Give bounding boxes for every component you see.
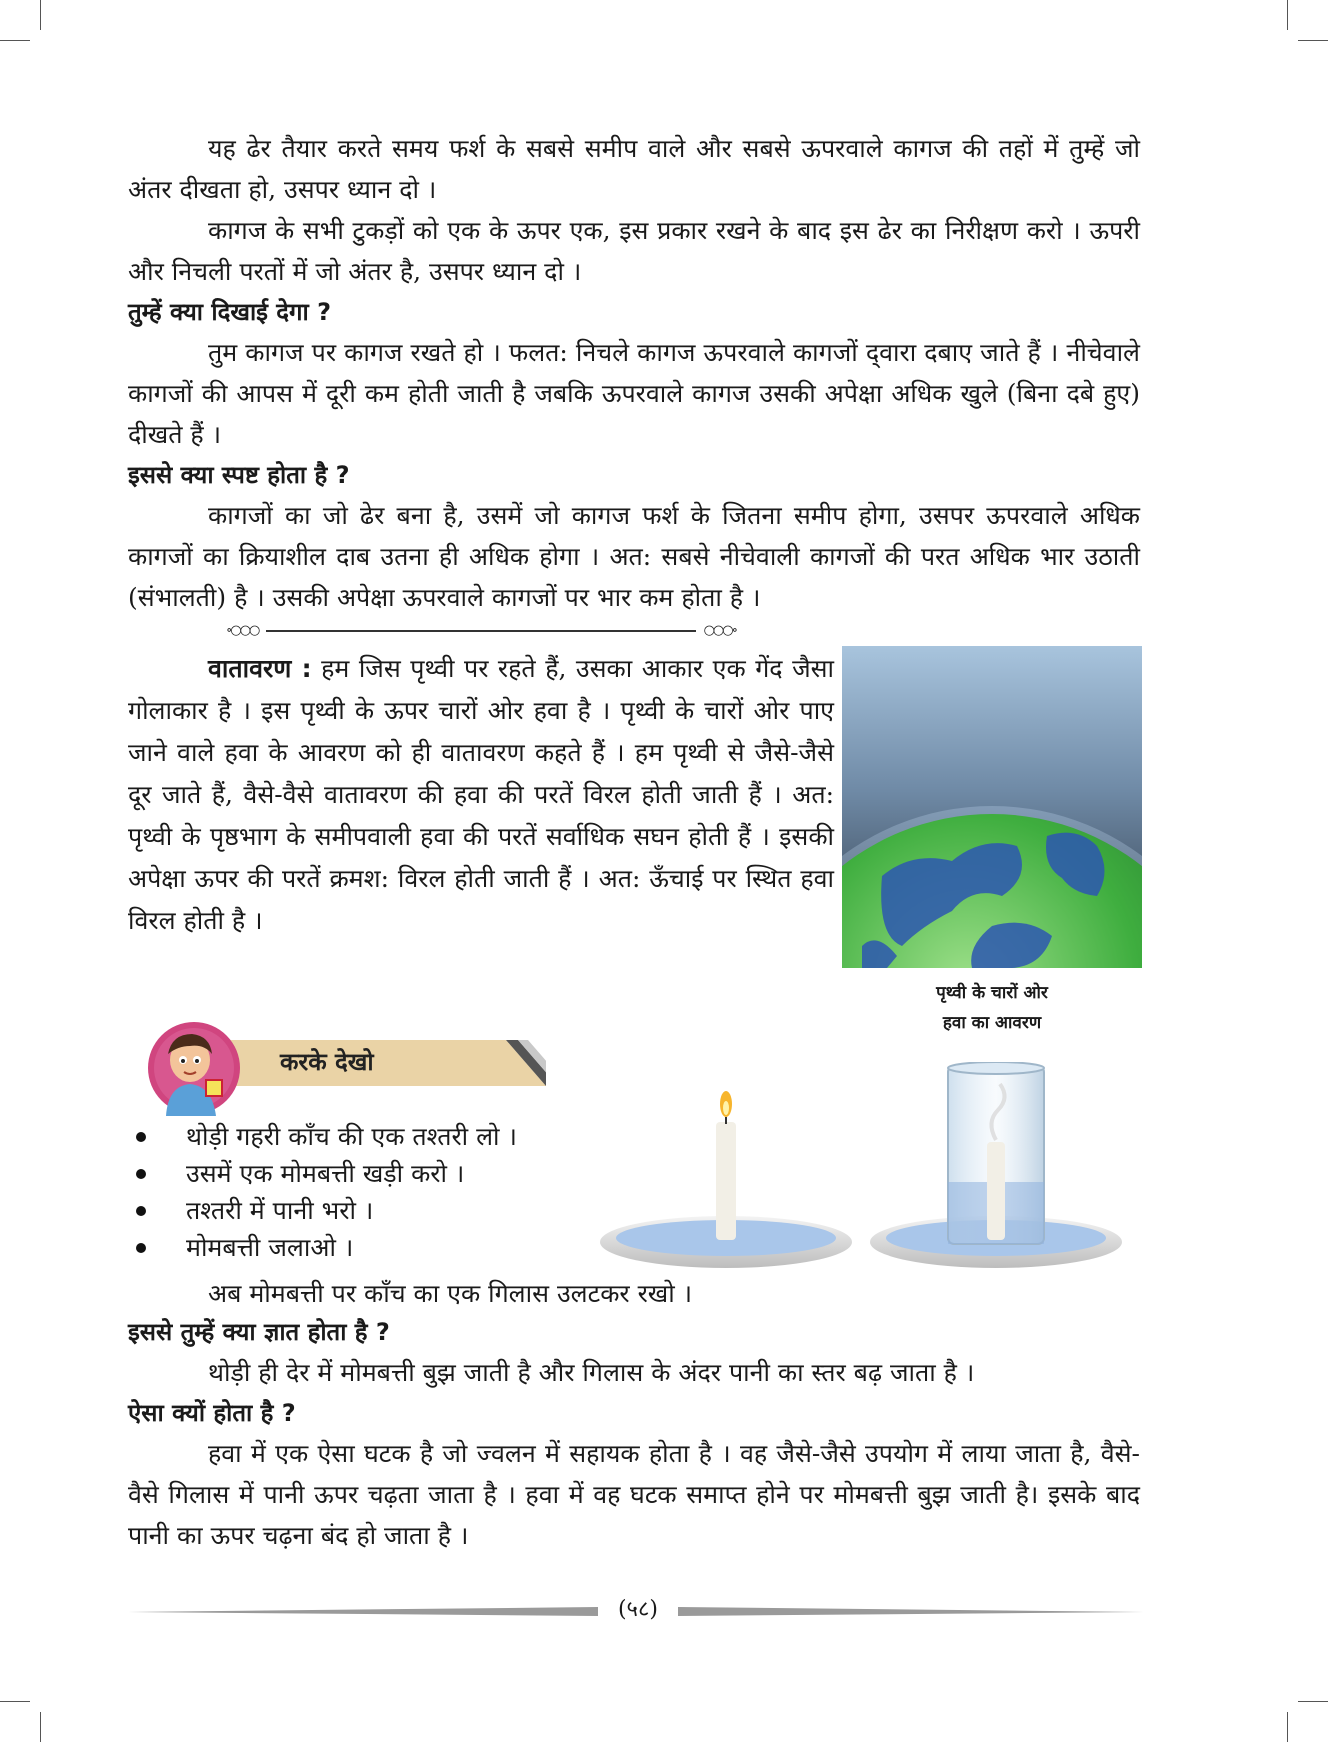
crop-mark bbox=[40, 0, 41, 30]
bullet-icon bbox=[136, 1243, 146, 1253]
paragraph: यह ढेर तैयार करते समय फर्श के सबसे समीप वाले और सबसे ऊपरवाले कागज की तहों में तुम्हें जो अंतर दीखता हो, उसपर ध्यान दो । bbox=[128, 134, 1140, 204]
divider-ornament-right: ○○○∘ bbox=[703, 623, 736, 638]
activity-section bbox=[128, 1020, 1140, 1275]
page-footer bbox=[128, 1592, 1148, 1628]
list-item bbox=[128, 1155, 517, 1192]
paragraph-instruction bbox=[128, 1275, 1140, 1312]
divider-ornament-left: ∘○○○ bbox=[226, 623, 259, 638]
crop-mark bbox=[1287, 1712, 1288, 1742]
section-heading: तुम्हें क्या दिखाई देगा ? bbox=[128, 298, 332, 326]
earth-figure bbox=[842, 646, 1142, 1038]
step-text: मोमबत्ती जलाओ । bbox=[186, 1233, 354, 1262]
crop-mark bbox=[1298, 40, 1328, 41]
step-text: थोड़ी गहरी काँच की एक तश्तरी लो । bbox=[186, 1122, 517, 1151]
atmosphere-term: वातावरण : bbox=[208, 654, 312, 683]
section-heading: इससे तुम्हें क्या ज्ञात होता है ? bbox=[128, 1318, 390, 1346]
atmosphere-section bbox=[128, 648, 1140, 1033]
instruction-text: अब मोमबत्ती पर काँच का एक गिलास उलटकर रखो । bbox=[208, 1279, 693, 1308]
bullet-icon bbox=[136, 1132, 146, 1142]
activity-banner bbox=[216, 1040, 546, 1086]
paragraph: तुम कागज पर कागज रखते हो । फलत: निचले कागज ऊपरवाले कागजों द्‌वारा दबाए जाते हैं । नीचेवाले कागजों की आपस में दूरी कम होती जाती है जबकि ऊपरवाले कागज उसकी अपेक्षा अधिक खुले (बिना दबे हुए) दीखते हैं । bbox=[128, 338, 1140, 449]
page-number: (५८) bbox=[598, 1592, 678, 1628]
paragraph: थोड़ी ही देर में मोमबत्ती बुझ जाती है और गिलास के अंदर पानी का स्तर बढ़ जाता है । bbox=[208, 1358, 975, 1387]
atmosphere-text: हम जिस पृथ्वी पर रहते हैं, उसका आकार एक गेंद जैसा गोलाकार है । इस पृथ्वी के ऊपर चारों ओर हवा है । पृथ्वी के चारों ओर पाए जाने वाले हवा के आवरण को ही वातावरण कहते हैं । हम पृथ्वी से जैसे-जैसे दूर जाते हैं, वैसे-वैसे वातावरण की हवा की परतें विरल होती जाती हैं । अत: पृथ्वी के पृष्ठभाग के समीपवाली हवा की परतें सर्वाधिक सघन होती हैं । इसकी अपेक्षा ऊपर की परतें क्रमश: विरल होती जाती हैं । अत: ऊँचाई पर स्थित हवा विरल होती है । bbox=[128, 654, 834, 935]
divider-line bbox=[266, 630, 696, 632]
section-heading: इससे क्या स्पष्ट होता है ? bbox=[128, 461, 350, 489]
candle-experiment-image bbox=[596, 1062, 1148, 1274]
crop-mark bbox=[1287, 0, 1288, 30]
crop-mark bbox=[1298, 1701, 1328, 1702]
earth-atmosphere-image bbox=[842, 646, 1142, 968]
step-text: उसमें एक मोमबत्ती खड़ी करो । bbox=[186, 1159, 465, 1188]
crop-mark bbox=[0, 40, 30, 41]
list-item bbox=[128, 1118, 517, 1155]
boy-avatar-icon bbox=[146, 1020, 242, 1116]
crop-mark bbox=[0, 1701, 30, 1702]
earth-caption-line: पृथ्वी के चारों ओर bbox=[936, 983, 1048, 1003]
atmosphere-paragraph bbox=[128, 648, 834, 942]
crop-mark bbox=[40, 1712, 41, 1742]
ornamental-divider bbox=[226, 620, 736, 642]
list-item bbox=[128, 1229, 517, 1266]
activity-steps bbox=[128, 1118, 517, 1266]
paragraph: कागज के सभी टुकड़ों को एक के ऊपर एक, इस प्रकार रखने के बाद इस ढेर का निरीक्षण करो । ऊपरी और निचली परतों में जो अंतर है, उसपर ध्यान दो । bbox=[128, 216, 1140, 286]
section-heading: ऐसा क्यों होता है ? bbox=[128, 1399, 296, 1427]
bullet-icon bbox=[136, 1206, 146, 1216]
page-content bbox=[128, 128, 1140, 1556]
bullet-icon bbox=[136, 1169, 146, 1179]
paragraph: हवा में एक ऐसा घटक है जो ज्वलन में सहायक होता है । वह जैसे-जैसे उपयोग में लाया जाता है, वैसे-वैसे गिलास में पानी ऊपर चढ़ता जाता है । हवा में वह घटक समाप्त होने पर मोमबत्ती बुझ जाती है। इसके बाद पानी का ऊपर चढ़ना बंद हो जाता है । bbox=[128, 1439, 1140, 1550]
step-text: तश्तरी में पानी भरो । bbox=[186, 1196, 374, 1225]
list-item bbox=[128, 1192, 517, 1229]
paragraph: कागजों का जो ढेर बना है, उसमें जो कागज फर्श के जितना समीप होगा, उसपर ऊपरवाले अधिक कागजों का क्रियाशील दाब उतना ही अधिक होगा । अत: सबसे नीचेवाली कागजों की परत अधिक भार उठाती (संभालती) है । उसकी अपेक्षा ऊपरवाले कागजों पर भार कम होता है । bbox=[128, 501, 1140, 612]
activity-title: करके देखो bbox=[280, 1048, 374, 1076]
activity-header bbox=[146, 1020, 546, 1116]
earth-caption-line: हवा का आवरण bbox=[942, 1013, 1042, 1033]
